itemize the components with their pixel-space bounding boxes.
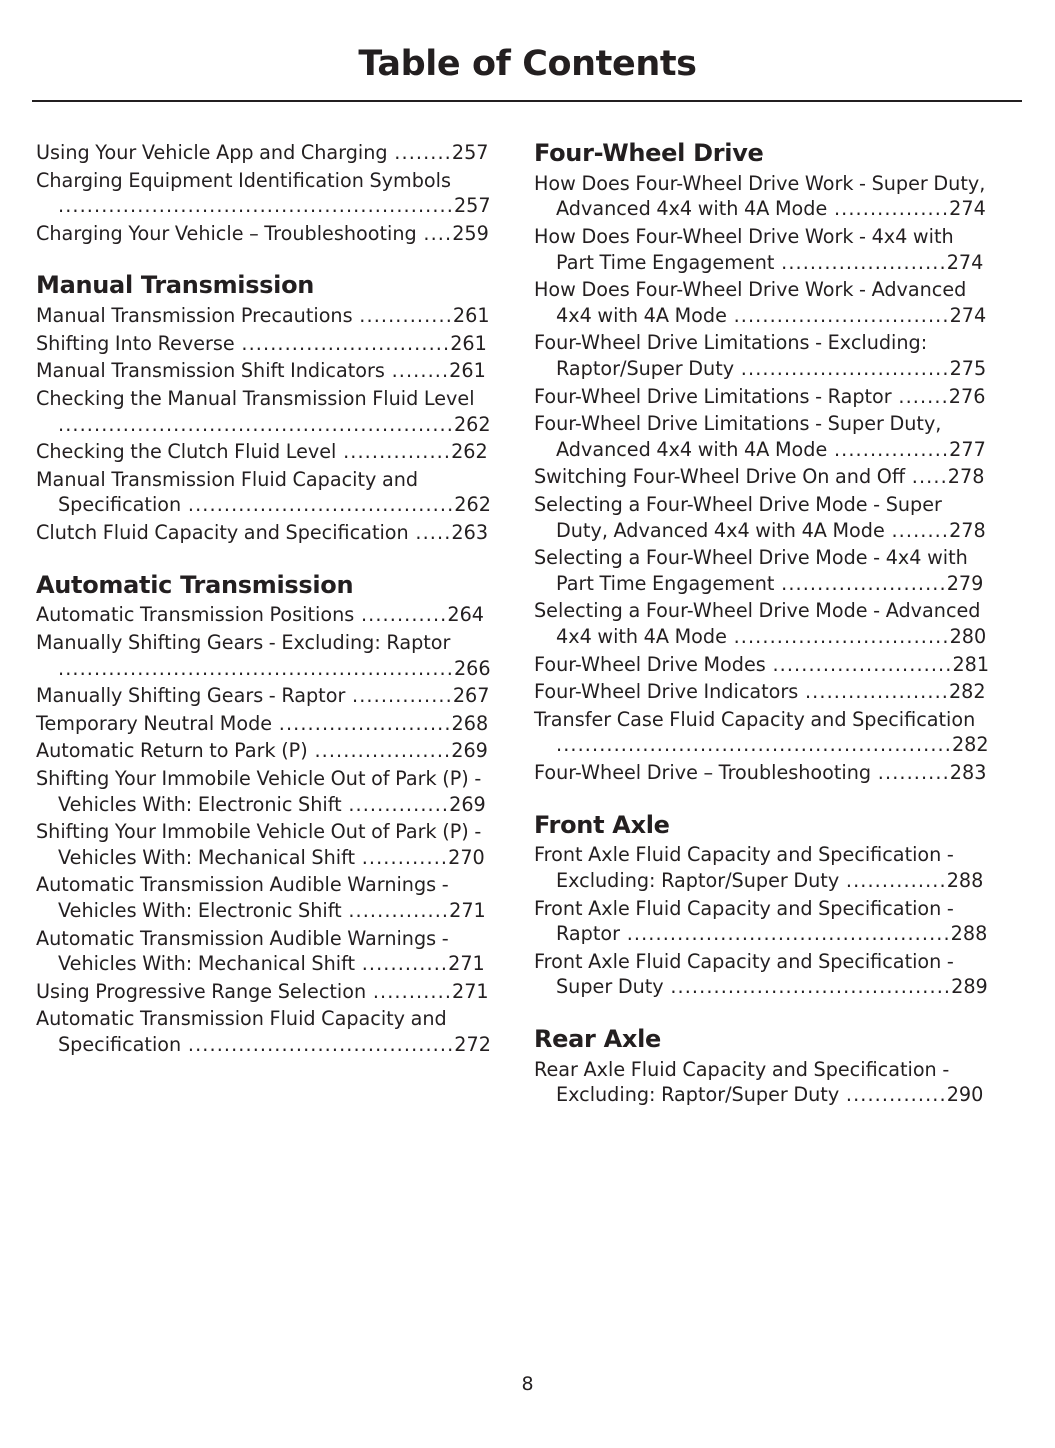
toc-entry[interactable]: [36, 386, 491, 437]
toc-page-number: 262: [454, 493, 491, 517]
toc-leader: [734, 357, 986, 380]
toc-leader: [181, 493, 491, 516]
toc-leader-dots: ..............: [341, 792, 450, 816]
toc-leader-dots: ................: [827, 437, 950, 461]
toc-leader-dots: .........................: [765, 652, 953, 676]
toc-leader-dots: .....: [905, 465, 948, 489]
toc-entry-title: Manual Transmission Precautions: [36, 304, 353, 328]
toc-leader: [885, 519, 986, 542]
toc-leader: [354, 603, 484, 626]
toc-section-heading: Front Axle: [534, 810, 670, 839]
toc-entry[interactable]: [534, 492, 990, 543]
toc-leader-dots: ..............: [341, 899, 450, 922]
toc-page-number: 269: [451, 739, 488, 763]
toc-leader: [905, 465, 984, 488]
toc-entry-title: Front Axle Fluid Capacity and Specification - Excluding: Raptor/Super Duty: [534, 843, 954, 892]
toc-entry[interactable]: [534, 224, 990, 275]
toc-leader: [336, 440, 487, 463]
toc-leader: [556, 733, 989, 756]
toc-entry[interactable]: [534, 949, 990, 1000]
toc-entry-title: Shifting Your Immobile Vehicle Out of Park (P) - Vehicles With: Electronic Shift: [36, 767, 482, 816]
toc-leader: [871, 761, 986, 784]
toc-page-number: 271: [452, 979, 489, 1003]
toc-leader-dots: ..............: [839, 1083, 947, 1107]
toc-entry[interactable]: [534, 411, 990, 462]
toc-entry[interactable]: [534, 679, 990, 705]
toc-page-number: 274: [949, 303, 987, 327]
toc-entry[interactable]: [534, 464, 990, 490]
toc-leader: [827, 438, 986, 461]
toc-page-number: 262: [453, 412, 491, 436]
toc-leader-dots: ..............................: [726, 624, 950, 648]
toc-entry[interactable]: [36, 221, 491, 247]
toc-leader-dots: .............................................: [620, 922, 951, 946]
toc-page-number: 271: [448, 952, 485, 976]
toc-leader-dots: .............................: [234, 331, 451, 355]
toc-page-number: 257: [451, 141, 489, 164]
toc-leader: [181, 1033, 491, 1056]
toc-leader-dots: .....: [408, 521, 452, 544]
toc-entry[interactable]: [534, 842, 990, 893]
toc-leader: [798, 680, 985, 703]
toc-page-number: 277: [949, 437, 986, 461]
toc-leader: [272, 712, 488, 735]
toc-entry-title: Four-Wheel Drive Limitations - Super Duty, Advanced 4x4 with 4A Mode: [534, 412, 942, 461]
toc-entry-title: Automatic Transmission Audible Warnings - Vehicles With: Electronic Shift: [36, 873, 449, 922]
toc-entry[interactable]: [534, 707, 990, 758]
toc-leader-dots: .....................................: [181, 1032, 455, 1056]
toc-entry-title: Four-Wheel Drive – Troubleshooting: [534, 760, 872, 784]
toc-page-number: 257: [453, 194, 491, 218]
toc-section-heading: Automatic Transmission: [36, 570, 354, 599]
toc-page-number: 261: [452, 304, 490, 328]
toc-page-number: 271: [449, 899, 486, 922]
toc-entry[interactable]: [36, 140, 491, 166]
toc-page-number: 289: [951, 975, 988, 999]
toc-entry-title: Switching Four-Wheel Drive On and Off: [534, 465, 906, 489]
toc-leader-dots: .......: [891, 384, 949, 408]
toc-entry-title: Four-Wheel Drive Indicators: [534, 680, 799, 704]
toc-leader: [766, 653, 989, 676]
toc-section-heading: Rear Axle: [534, 1024, 662, 1053]
toc-entry[interactable]: [534, 277, 990, 328]
toc-entry[interactable]: [36, 168, 491, 219]
toc-page-number: 264: [447, 603, 484, 627]
toc-page-number: 267: [452, 684, 490, 708]
toc-entry-title: Manual Transmission Shift Indicators: [36, 359, 385, 383]
toc-page-number: 279: [946, 571, 984, 595]
toc-page-number: 278: [947, 465, 985, 489]
toc-entry[interactable]: [36, 602, 491, 628]
toc-leader: [727, 304, 986, 327]
toc-leader-dots: ..........: [871, 760, 950, 784]
toc-page-number: 270: [448, 845, 485, 869]
toc-entry[interactable]: [36, 711, 491, 737]
toc-entry-title: Four-Wheel Drive Limitations - Excluding: Raptor/Super Duty: [534, 331, 928, 381]
toc-entry-title: Automatic Transmission Audible Warnings - Vehicles With: Mechanical Shift: [36, 926, 449, 976]
toc-page-number: 274: [949, 197, 986, 221]
toc-entry-title: Four-Wheel Drive Modes: [534, 652, 766, 676]
toc-leader: [827, 197, 986, 220]
toc-column-left: [36, 140, 491, 1060]
toc-leader-dots: .......................: [774, 250, 947, 274]
toc-entry[interactable]: [36, 926, 491, 977]
toc-leader: [355, 846, 485, 869]
toc-entry-title: Temporary Neutral Mode: [36, 711, 273, 735]
toc-leader-dots: ........: [384, 359, 450, 383]
toc-entry[interactable]: [534, 896, 990, 947]
toc-entry-title: Automatic Transmission Positions: [36, 603, 355, 627]
toc-leader-dots: ....: [416, 221, 453, 245]
toc-entry-title: Manual Transmission Fluid Capacity and Specification: [36, 467, 419, 517]
toc-leader-dots: ........: [387, 141, 452, 164]
toc-page-number: 281: [952, 652, 990, 676]
toc-page-number: 282: [948, 680, 986, 704]
toc-entry[interactable]: [36, 630, 491, 681]
toc-page-number: 283: [949, 760, 987, 784]
toc-leader: [409, 521, 488, 544]
toc-page-number: 280: [949, 624, 987, 648]
toc-entry-title: Using Progressive Range Selection: [36, 979, 367, 1003]
toc-leader: [774, 251, 983, 274]
toc-entry-title: Automatic Transmission Fluid Capacity and Specification: [36, 1007, 447, 1056]
toc-entry-title: Front Axle Fluid Capacity and Specification - Super Duty: [534, 949, 954, 999]
toc-entry-title: Charging Equipment Identification Symbols: [36, 168, 451, 192]
toc-leader: [366, 980, 489, 1003]
toc-entry[interactable]: [36, 358, 491, 384]
toc-leader-dots: ....................: [798, 680, 949, 704]
toc-leader-dots: .......................................: [663, 975, 952, 999]
toc-leader: [342, 793, 486, 816]
toc-entry[interactable]: [534, 171, 990, 222]
toc-page-number: 290: [946, 1083, 984, 1107]
toc-entry-title: Rear Axle Fluid Capacity and Specification - Excluding: Raptor/Super Duty: [534, 1057, 950, 1107]
toc-entry-title: How Does Four-Wheel Drive Work - Advanced 4x4 with 4A Mode: [534, 278, 967, 327]
toc-entry-title: Front Axle Fluid Capacity and Specification - Raptor: [534, 896, 954, 946]
toc-page-number: 288: [950, 922, 988, 946]
toc-leader-dots: .............................: [734, 357, 950, 381]
toc-leader: [727, 625, 986, 648]
toc-entry-title: Selecting a Four-Wheel Drive Mode - Advanced 4x4 with 4A Mode: [534, 599, 981, 648]
toc-leader: [58, 657, 491, 680]
toc-entry-title: Shifting Into Reverse: [36, 331, 235, 355]
toc-entry-title: Manually Shifting Gears - Excluding: Raptor: [36, 631, 451, 655]
toc-leader-dots: ..............: [345, 684, 453, 708]
toc-leader-dots: .......................................................: [58, 656, 454, 680]
toc-entry[interactable]: [36, 683, 491, 709]
toc-entry[interactable]: [534, 598, 990, 649]
toc-leader: [385, 359, 486, 382]
toc-page-number: 261: [450, 331, 487, 355]
toc-page-number: 276: [948, 384, 986, 408]
toc-leader: [664, 975, 988, 998]
toc-leader-dots: ..............................: [726, 303, 950, 327]
toc-page-number: 272: [454, 1032, 491, 1056]
toc-section-heading: Four-Wheel Drive: [534, 139, 764, 167]
toc-entry-title: Four-Wheel Drive Limitations - Raptor: [534, 384, 892, 408]
toc-entry-title: How Does Four-Wheel Drive Work - 4x4 with Part Time Engagement: [534, 225, 954, 274]
toc-leader: [345, 684, 489, 707]
toc-entry-title: Checking the Manual Transmission Fluid Level: [36, 387, 475, 411]
toc-entry[interactable]: [534, 545, 990, 596]
toc-page-number: 278: [949, 518, 986, 542]
toc-entry[interactable]: [534, 652, 990, 678]
toc-leader-dots: ........: [884, 518, 950, 542]
toc-leader: [620, 922, 987, 945]
toc-entry[interactable]: [534, 760, 990, 786]
toc-leader-dots: .....................................: [181, 493, 455, 517]
toc-leader-dots: ............: [355, 845, 449, 869]
toc-leader-dots: ............: [355, 952, 449, 976]
toc-entry[interactable]: [36, 819, 491, 870]
toc-leader-dots: .......................................................: [58, 194, 454, 218]
toc-entry[interactable]: [36, 467, 491, 518]
toc-leader: [774, 572, 983, 595]
toc-leader: [388, 141, 489, 164]
toc-leader-dots: ............: [354, 603, 448, 627]
toc-entry[interactable]: [36, 1006, 491, 1057]
toc-entry-title: Checking the Clutch Fluid Level: [36, 440, 337, 464]
toc-page-number: 259: [452, 221, 489, 245]
toc-entry[interactable]: [36, 303, 491, 329]
toc-leader: [417, 222, 489, 245]
toc-leader-dots: ........................: [272, 711, 452, 735]
page-title: Table of Contents: [358, 44, 697, 84]
toc-leader: [839, 869, 983, 892]
toc-entry-title: How Does Four-Wheel Drive Work - Super Duty, Advanced 4x4 with 4A Mode: [534, 171, 986, 221]
toc-entry-title: Transfer Case Fluid Capacity and Specification: [534, 707, 976, 731]
toc-leader-dots: ...................: [307, 739, 452, 763]
toc-entry-title: Automatic Return to Park (P): [36, 739, 308, 763]
toc-page-number: 275: [949, 357, 987, 381]
toc-leader: [892, 385, 986, 408]
toc-leader-dots: .......................: [774, 571, 947, 595]
toc-leader: [355, 952, 485, 975]
toc-entry-title: Manually Shifting Gears - Raptor: [36, 684, 346, 708]
page-number: 8: [521, 1373, 534, 1395]
toc-leader: [353, 304, 490, 327]
toc-page-number: 268: [451, 711, 489, 735]
toc-leader-dots: .......................................................: [556, 733, 952, 757]
toc-leader: [308, 739, 488, 762]
toc-page-number: 282: [951, 733, 989, 757]
toc-leader-dots: ..............: [839, 869, 947, 892]
toc-entry[interactable]: [36, 979, 491, 1005]
toc-entry-title: Selecting a Four-Wheel Drive Mode - Super Duty, Advanced 4x4 with 4A Mode: [534, 493, 942, 542]
toc-entry[interactable]: [36, 439, 491, 465]
toc-page-number: 269: [449, 792, 486, 816]
toc-entry[interactable]: [36, 331, 491, 357]
toc-page-number: 288: [946, 869, 984, 892]
toc-page-number: 274: [946, 250, 984, 274]
toc-leader-dots: .............: [352, 304, 453, 328]
toc-entry[interactable]: [534, 1057, 990, 1108]
toc-leader-dots: ................: [827, 197, 950, 221]
toc-column-right: [534, 140, 990, 1110]
toc-page-number: 262: [451, 440, 488, 464]
toc-entry-title: Using Your Vehicle App and Charging: [36, 141, 388, 164]
toc-leader-dots: ...........: [366, 979, 453, 1003]
toc-entry[interactable]: [36, 738, 491, 764]
toc-entry[interactable]: [36, 766, 491, 817]
toc-section-heading: Manual Transmission: [36, 271, 315, 300]
toc-leader: [58, 194, 491, 217]
toc-leader: [342, 899, 486, 922]
toc-entry-title: Clutch Fluid Capacity and Specification: [36, 521, 409, 544]
toc-leader-dots: ...............: [336, 440, 452, 464]
toc-leader-dots: .......................................................: [58, 412, 454, 436]
toc-entry-title: Charging Your Vehicle – Troubleshooting: [36, 221, 417, 245]
toc-leader: [58, 413, 491, 436]
toc-page-number: 263: [451, 521, 489, 544]
toc-entry-title: Selecting a Four-Wheel Drive Mode - 4x4 with Part Time Engagement: [534, 546, 968, 595]
toc-entry[interactable]: [36, 872, 491, 923]
toc-entry[interactable]: [36, 520, 491, 546]
toc-entry[interactable]: [534, 384, 990, 410]
toc-leader: [839, 1083, 983, 1106]
toc-entry[interactable]: [534, 330, 990, 381]
header-divider: [32, 100, 1022, 102]
toc-page-number: 261: [449, 359, 486, 383]
toc-leader: [235, 332, 487, 355]
toc-entry-title: Shifting Your Immobile Vehicle Out of Park (P) - Vehicles With: Mechanical Shift: [36, 820, 482, 869]
toc-page-number: 266: [453, 656, 491, 680]
